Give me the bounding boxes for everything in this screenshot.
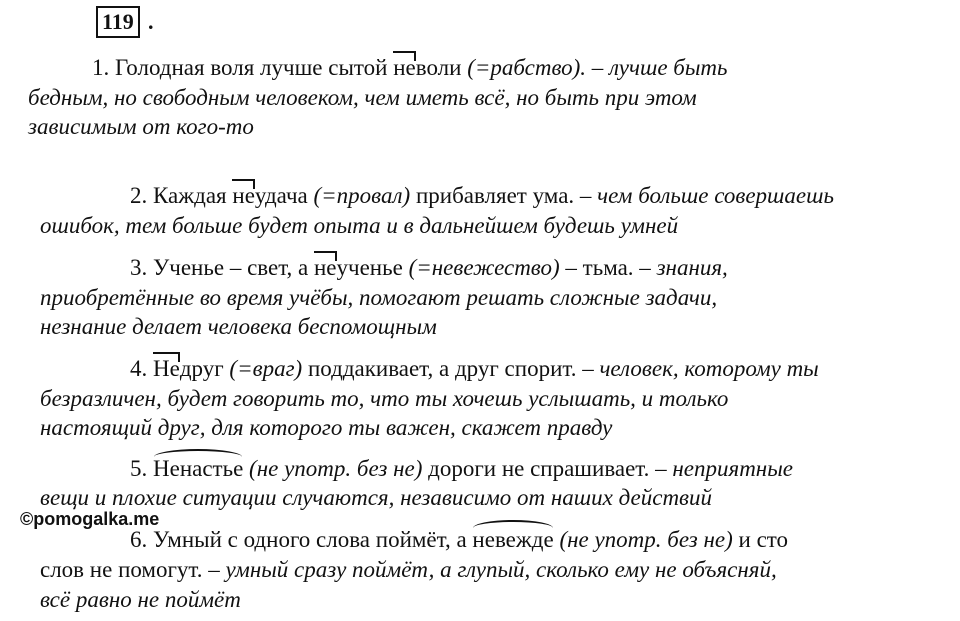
item-4-text: 4. — [130, 356, 153, 381]
exercise-number-dot: . — [148, 9, 154, 34]
item-6-note: (не употр. без не) — [559, 527, 733, 552]
item-6-line-3 — [40, 586, 241, 614]
item-1-word-rest: воли — [415, 55, 462, 80]
item-1-explanation: зависимым от кого-то — [28, 114, 254, 139]
item-5-text: 5. — [130, 456, 153, 481]
item-2-text: 2. Каждая — [130, 183, 233, 208]
item-6-explanation: всё равно не поймёт — [40, 587, 241, 612]
root-mark-word: невежде — [472, 527, 554, 552]
item-3-text: 3. Ученье – свет, а — [130, 255, 314, 280]
exercise-number: 119 — [96, 6, 140, 38]
item-3-explanation: незнание делает человека беспомощным — [40, 314, 437, 339]
item-5-note: (не употр. без не) — [249, 456, 423, 481]
item-4-explanation: настоящий друг, для которого ты важен, скажет правду — [40, 415, 613, 440]
item-2-line-2 — [40, 212, 678, 240]
item-6-text: 6. Умный с одного слова поймёт, а — [130, 527, 473, 552]
item-4-line-1 — [130, 355, 819, 383]
item-6-line-1 — [130, 526, 788, 554]
item-5-line-1 — [130, 455, 793, 483]
item-2-text: прибавляет ума. – — [410, 183, 598, 208]
item-6-line-2 — [40, 556, 777, 584]
item-3-word-rest: ученье — [336, 255, 403, 280]
item-5-explanation: вещи и плохие ситуации случаются, независимо от наших действий — [40, 485, 713, 510]
item-1-text: 1. Голодная воля лучше сытой — [92, 55, 394, 80]
item-6-text: и сто — [732, 527, 789, 552]
item-1-line-1 — [92, 54, 728, 82]
prefix-mark-ne: не — [314, 255, 337, 280]
item-2-explanation: ошибок, тем больше будет опыта и в дальнейшем будешь умней — [40, 213, 679, 238]
prefix-mark-ne: не — [232, 183, 255, 208]
item-6-text: слов не помогут. – — [40, 557, 226, 582]
item-3-text: – тьма. – — [559, 255, 657, 280]
item-1-line-3 — [28, 113, 254, 141]
item-4-line-2 — [40, 385, 728, 413]
item-4-explanation: человек, которому ты — [599, 356, 819, 381]
root-mark-word: Ненастье — [153, 456, 244, 481]
item-3-explanation: знания, — [656, 255, 728, 280]
watermark-text: ©pomogalka.me — [20, 509, 160, 529]
item-5-text: дороги не спрашивает. – — [422, 456, 673, 481]
prefix-mark-ne: Не — [153, 356, 180, 381]
item-4-explanation: безразличен, будет говорить то, что ты хочешь услышать, и только — [40, 386, 729, 411]
item-3-explanation: приобретённые во время учёбы, помогают решать сложные задачи, — [40, 285, 718, 310]
item-3-line-1 — [130, 254, 728, 282]
item-3-line-2 — [40, 284, 717, 312]
item-4-word-rest: друг — [179, 356, 224, 381]
item-5-explanation: неприятные — [672, 456, 794, 481]
item-2-word-rest: удача — [254, 183, 308, 208]
item-2-line-1 — [130, 182, 834, 210]
item-2-synonym: (=провал) — [313, 183, 411, 208]
item-4-line-3 — [40, 414, 612, 442]
item-2-explanation: чем больше совершаешь — [597, 183, 834, 208]
item-1-explanation: бедным, но свободным человеком, чем иметь всё, но быть при этом — [28, 85, 697, 110]
item-1-explanation: (=рабство). – лучше быть — [467, 55, 728, 80]
item-3-synonym: (=невежество) — [408, 255, 560, 280]
item-3-line-3 — [40, 313, 437, 341]
item-4-synonym: (=враг) — [229, 356, 303, 381]
item-4-text: поддакивает, а друг спорит. – — [302, 356, 600, 381]
item-1-line-2 — [28, 84, 697, 112]
item-6-explanation: умный сразу поймёт, а глупый, сколько ему не объясняй, — [225, 557, 777, 582]
prefix-mark-ne: не — [393, 55, 416, 80]
